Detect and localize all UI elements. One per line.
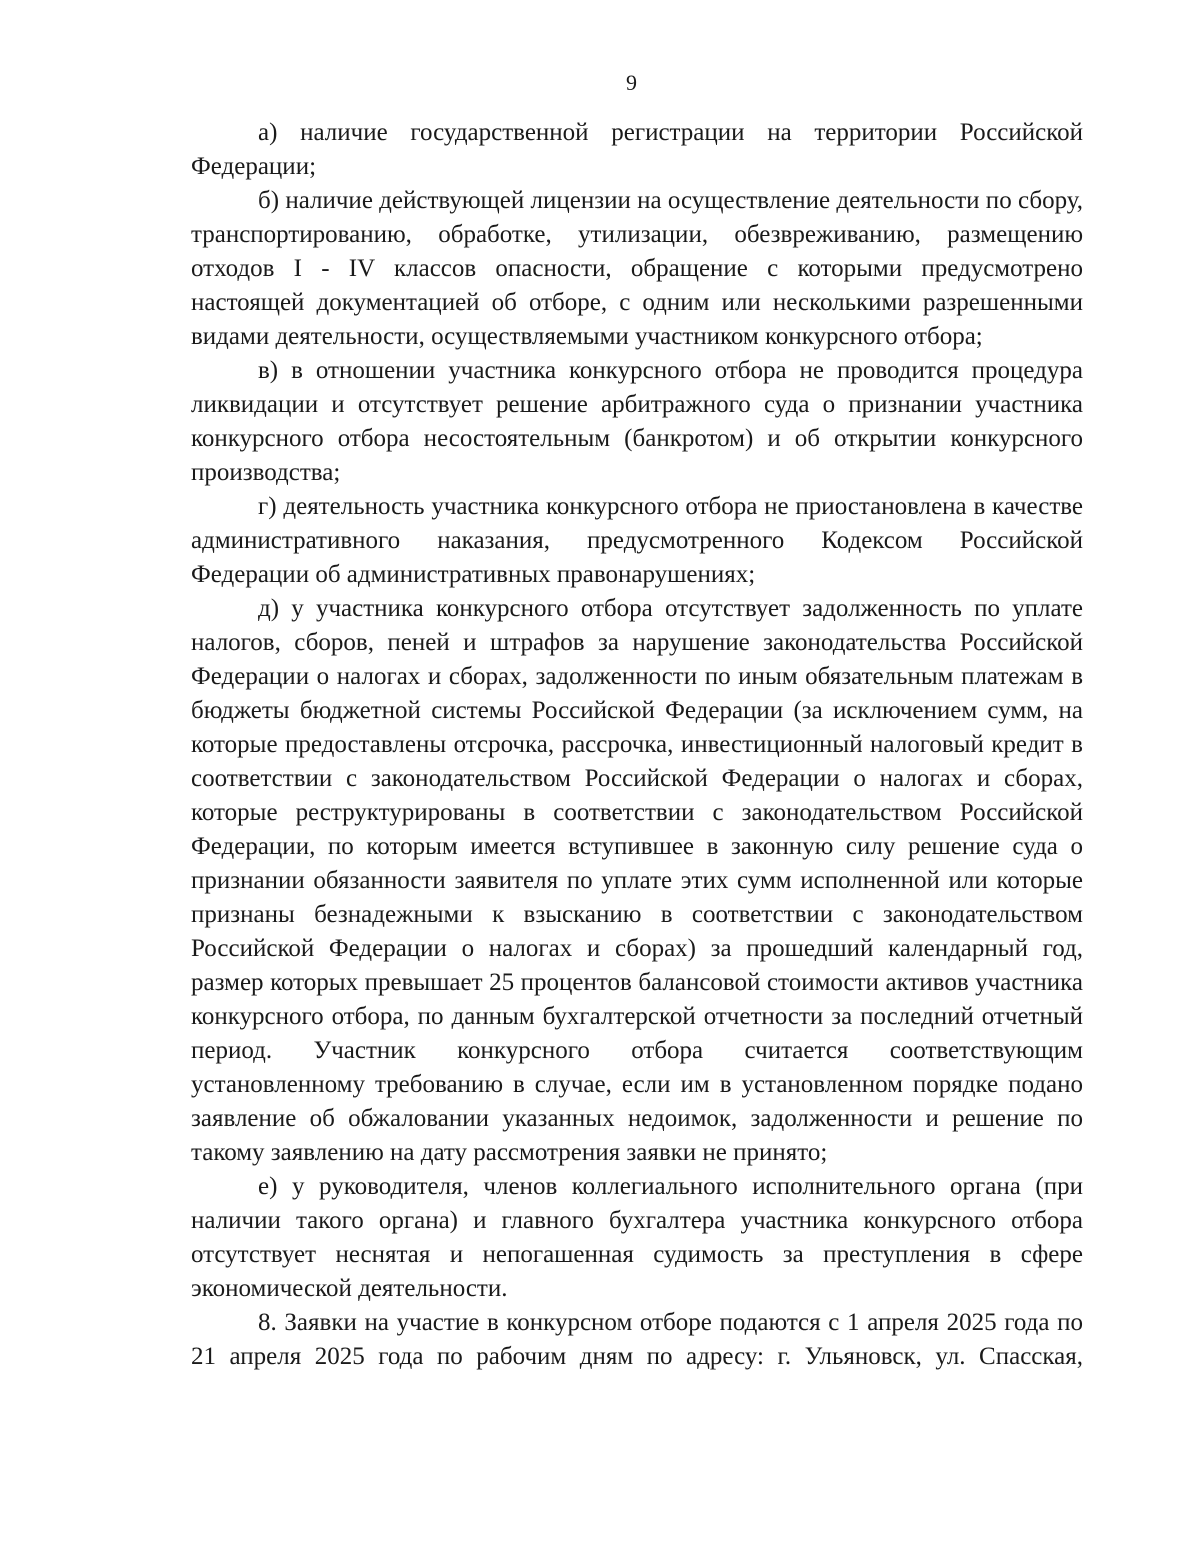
page-number: 9 [626, 70, 637, 95]
paragraph-8-application-dates: 8. Заявки на участие в конкурсном отборе подаются с 1 апреля 2025 года по 21 апреля 2025 года по рабочим дням по адресу: г. Ульяновск, ул. Спасская, [191, 1309, 1083, 1370]
paragraph-a-state-registration: а) наличие государственной регистрации на территории Российской Федерации; [191, 119, 1083, 180]
paragraph-g-not-suspended: г) деятельность участника конкурсного отбора не приостановлена в качестве административного наказания, предусмотренного Кодексом Российской Федерации об административных правонарушениях; [191, 493, 1083, 588]
document-body [191, 116, 1083, 1374]
paragraph-v-no-liquidation: в) в отношении участника конкурсного отбора не проводится процедура ликвидации и отсутствует решение арбитражного суда о признании участника конкурсного отбора несостоятельным (банкротом) и об открытии конкурсного производства; [191, 357, 1083, 486]
paragraph-b-license: б) наличие действующей лицензии на осуществление деятельности по сбору, транспортированию, обработке, утилизации, обезвреживанию, размещению отходов I - IV классов опасности, обращение с которыми предусмотрено настоящей документацией об отборе, с одним или несколькими разрешенными видами деятельности, осуществляемыми участником конкурсного отбора; [191, 187, 1083, 350]
paragraph-e-no-criminal-record: е) у руководителя, членов коллегиального исполнительного органа (при наличии такого органа) и главного бухгалтера участника конкурсного отбора отсутствует неснятая и непогашенная судимость за преступления в сфере экономической деятельности. [191, 1173, 1083, 1302]
paragraph-d-no-tax-debt: д) у участника конкурсного отбора отсутствует задолженность по уплате налогов, сборов, пеней и штрафов за нарушение законодательства Российской Федерации о налогах и сборах, задолженности по иным обязательным платежам в бюджеты бюджетной системы Российской Федерации (за исключением сумм, на которые предоставлены отсрочка, рассрочка, инвестиционный налоговый кредит в соответствии с законодательством Российской Федерации о налогах и сборах, которые реструктурированы в соответствии с законодательством Российской Федерации, по которым имеется вступившее в законную силу решение суда о признании обязанности заявителя по уплате этих сумм исполненной или которые признаны безнадежными к взысканию в соответствии с законодательством Российской Федерации о налогах и сборах) за прошедший календарный год, размер которых превышает 25 процентов балансовой стоимости активов участника конкурсного отбора, по данным бухгалтерской отчетности за последний отчетный период. Участник конкурсного отбора считается соответствующим установленному требованию в случае, если им в установленном порядке подано заявление об обжаловании указанных недоимок, задолженности и решение по такому заявлению на дату рассмотрения заявки не принято; [191, 595, 1083, 1166]
